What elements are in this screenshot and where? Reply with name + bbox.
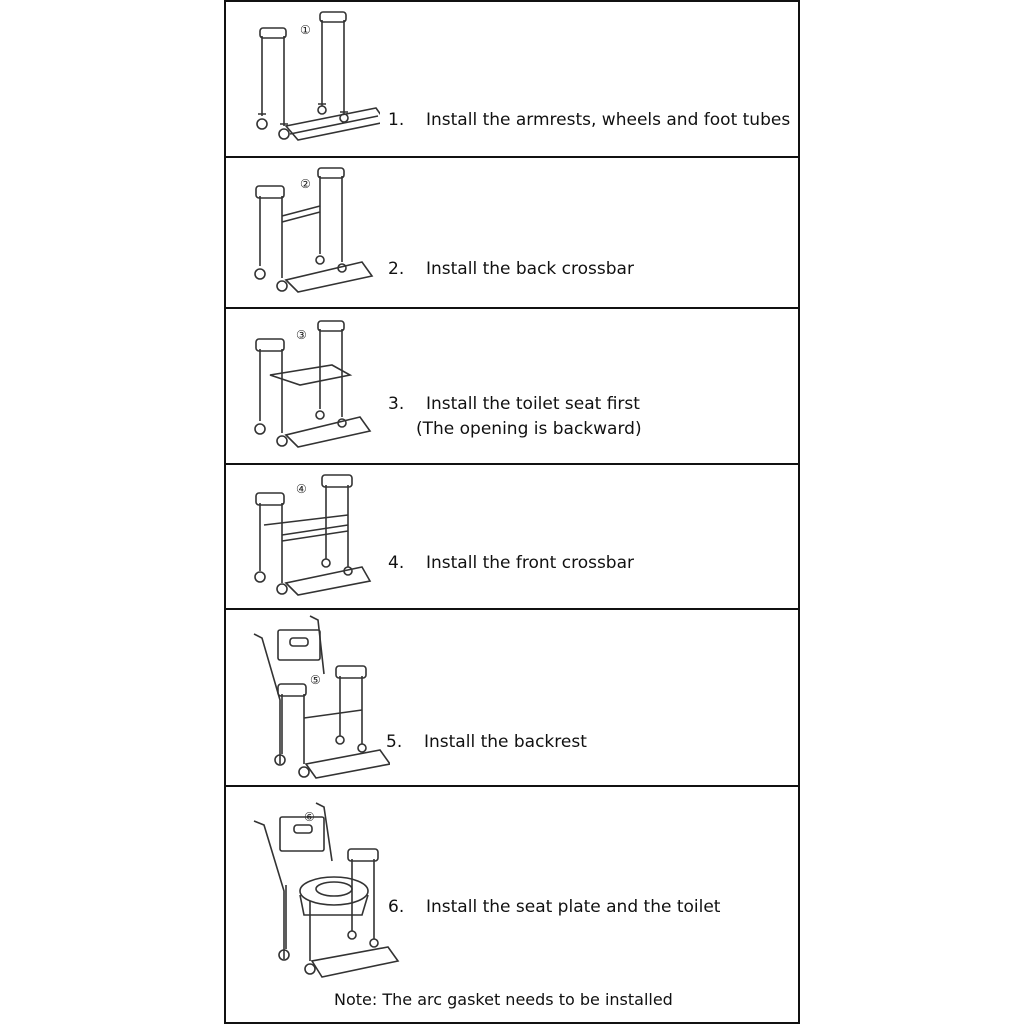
frame-icon <box>240 313 380 457</box>
step-instruction-3 <box>388 391 640 417</box>
step-panel-4 <box>224 463 800 610</box>
step-label-6: Install the seat plate and the toilet <box>426 897 721 917</box>
step-instruction-1 <box>388 107 790 133</box>
frame-icon <box>240 162 380 302</box>
commode-frame-illustration-5 <box>240 614 390 784</box>
frame-icon <box>240 791 400 987</box>
commode-frame-illustration-6 <box>240 791 400 987</box>
step-panel-5 <box>224 608 800 787</box>
commode-frame-illustration-3 <box>240 313 380 457</box>
step-instruction-2 <box>388 256 634 282</box>
step-badge-3: ③ <box>296 328 307 342</box>
step-label-5: Install the backrest <box>424 732 587 752</box>
commode-frame-illustration-1 <box>240 6 380 152</box>
step-number-3: 3. <box>388 394 405 414</box>
step-instruction-4 <box>388 550 634 576</box>
step-number-2: 2. <box>388 259 405 279</box>
step-instruction-5 <box>386 729 587 755</box>
step-panel-6 <box>224 785 800 1024</box>
frame-icon <box>240 469 380 605</box>
step-badge-5: ⑤ <box>310 673 321 687</box>
step-number-1: 1. <box>388 110 405 130</box>
step-badge-6: ⑥ <box>304 810 315 824</box>
step-subtext-3: (The opening is backward) <box>416 419 642 439</box>
commode-frame-illustration-4 <box>240 469 380 605</box>
step-panel-1 <box>224 0 800 158</box>
frame-icon <box>240 614 390 784</box>
frame-icon <box>240 6 380 152</box>
step-badge-2: ② <box>300 177 311 191</box>
assembly-instructions <box>224 0 800 1024</box>
step-instruction-6 <box>388 894 720 920</box>
step-label-4: Install the front crossbar <box>426 553 635 573</box>
step-badge-1: ① <box>300 23 311 37</box>
commode-frame-illustration-2 <box>240 162 380 302</box>
installation-note: Note: The arc gasket needs to be installed <box>334 990 673 1009</box>
step-number-5: 5. <box>386 732 403 752</box>
step-panel-3 <box>224 307 800 465</box>
step-label-2: Install the back crossbar <box>426 259 634 279</box>
step-panel-2 <box>224 156 800 309</box>
step-badge-4: ④ <box>296 482 307 496</box>
step-number-4: 4. <box>388 553 405 573</box>
step-label-3: Install the toilet seat first <box>426 394 640 414</box>
step-number-6: 6. <box>388 897 405 917</box>
step-label-1: Install the armrests, wheels and foot tubes <box>426 110 791 130</box>
